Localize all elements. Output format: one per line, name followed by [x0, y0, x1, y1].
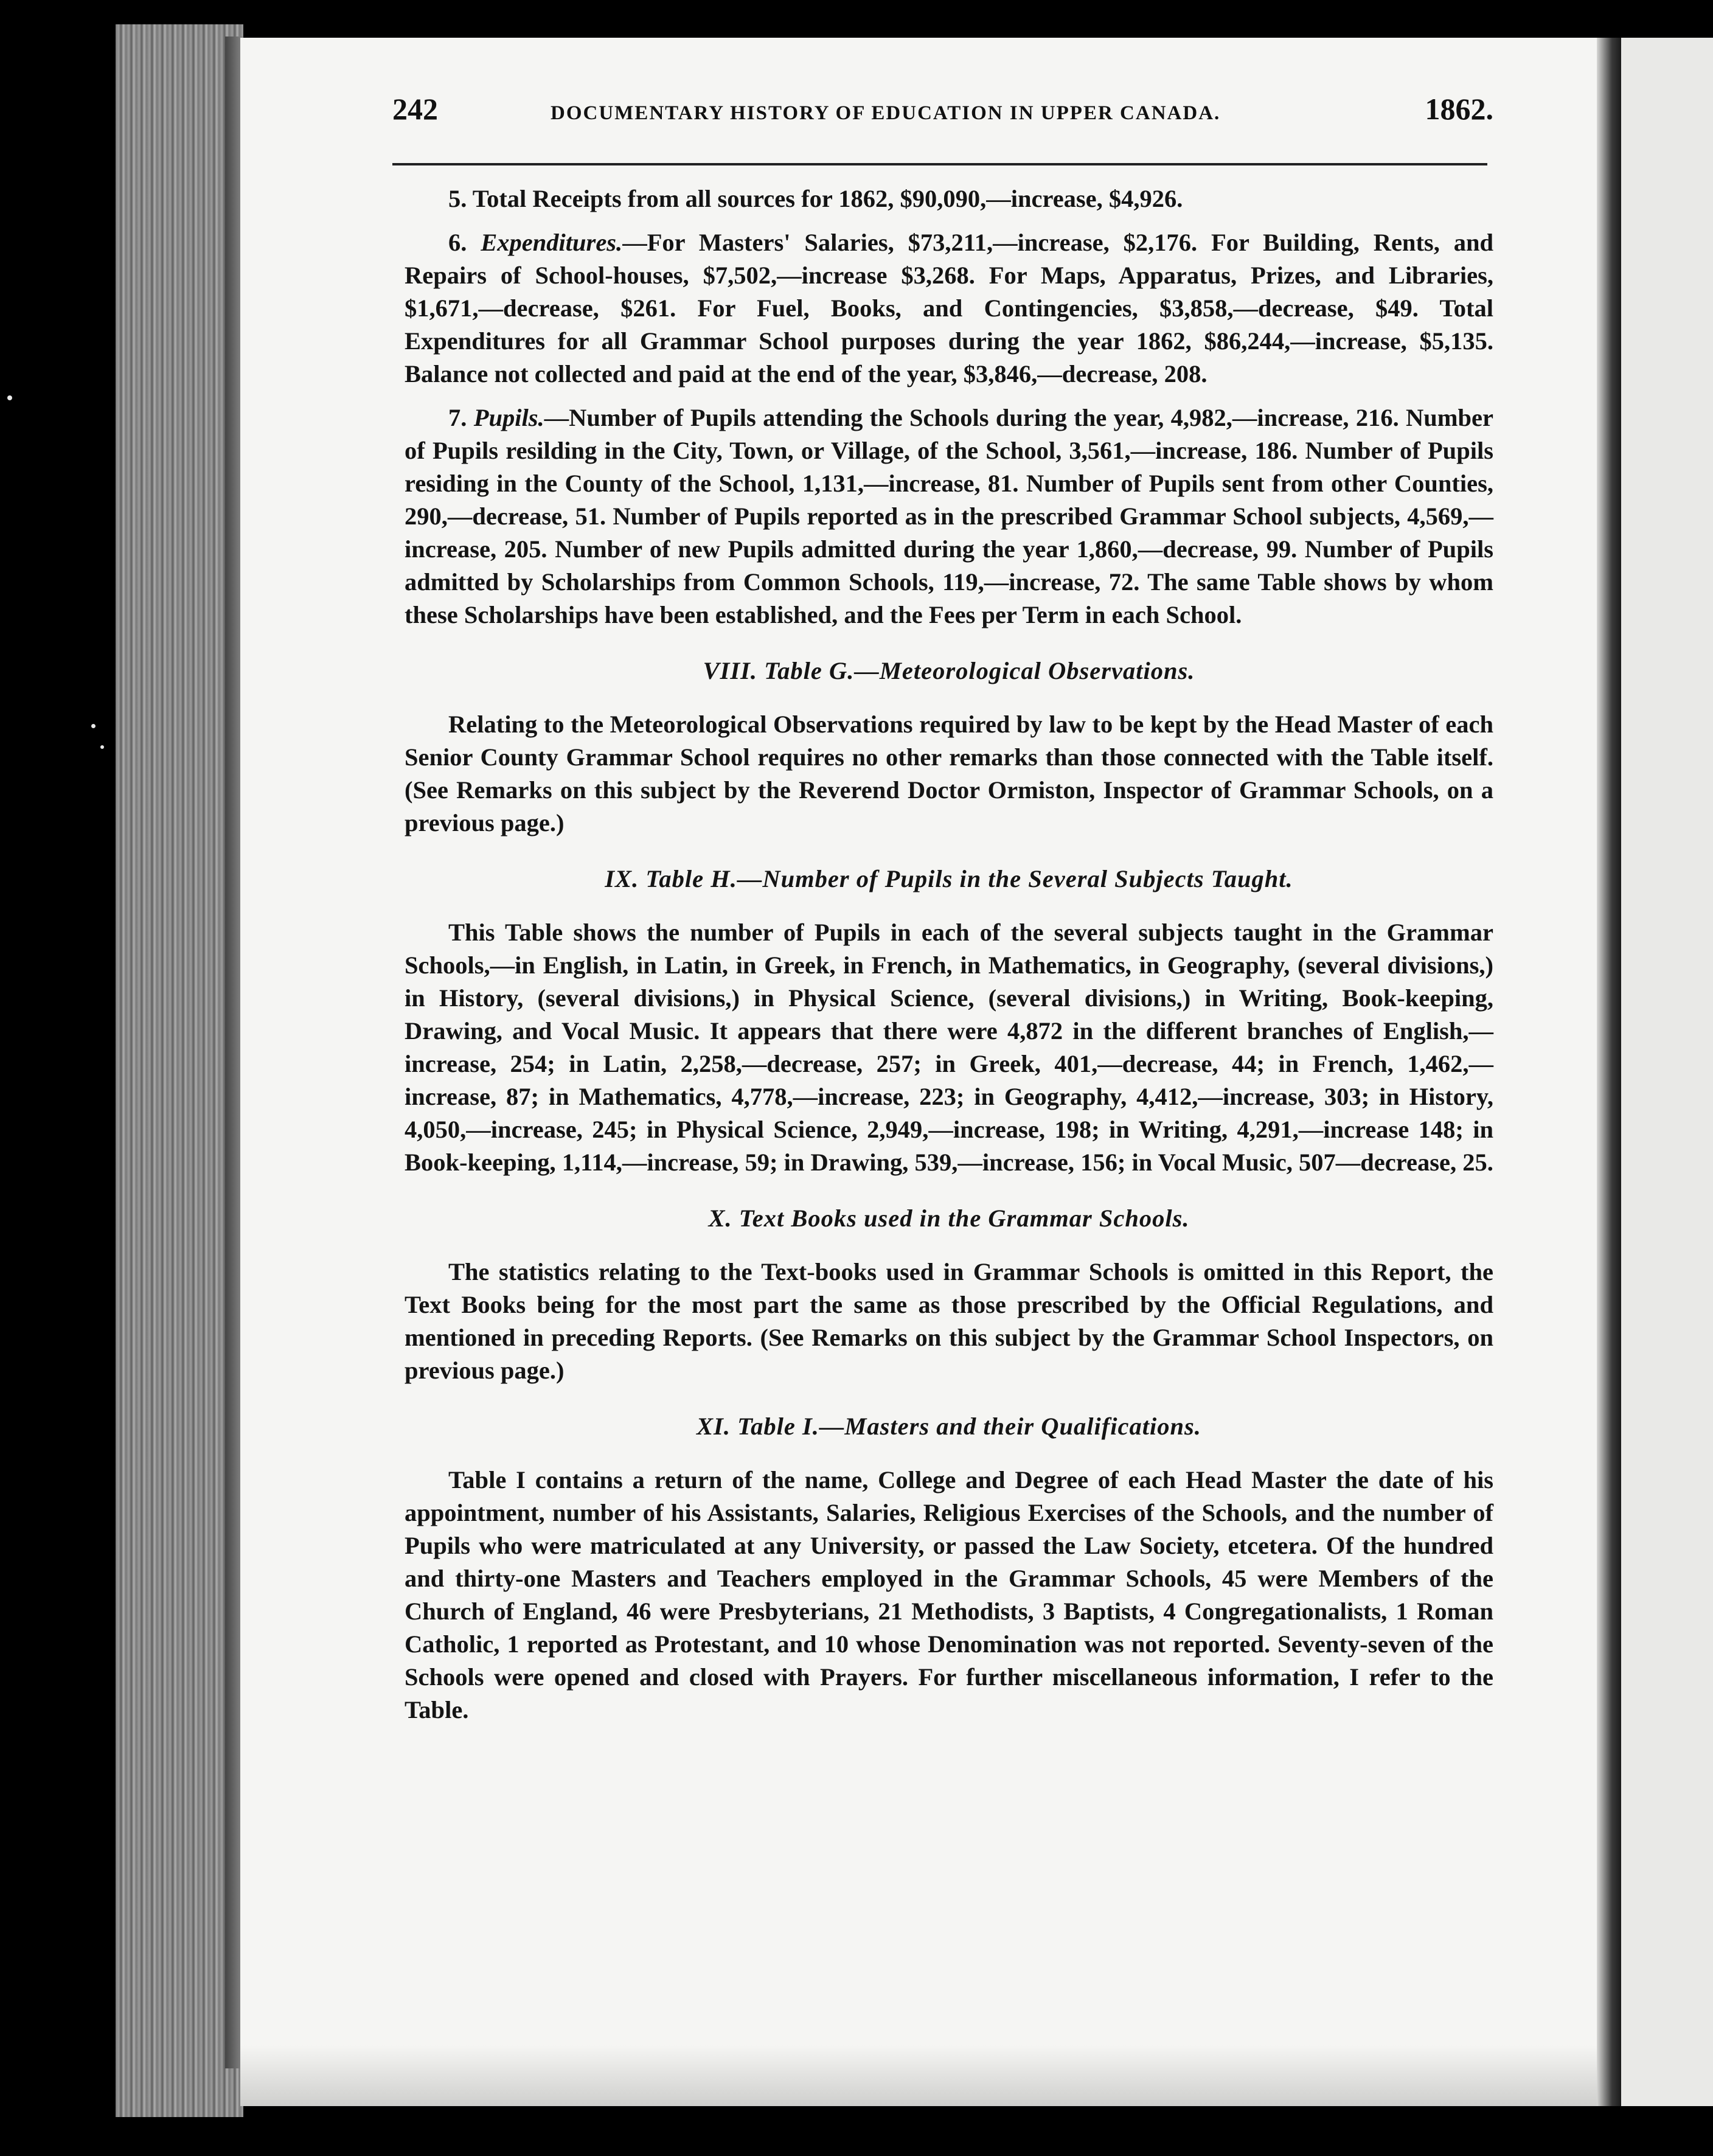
running-year: 1862.	[1425, 92, 1493, 126]
section-body-table-i: Table I contains a return of the name, College and Degree of each Head Master the date of his appointment, number of his Assistants, Salaries, Religious Exercises of the Schools, and the number of Pupils who were matriculated at any University, or passed the Law Society, etcetera. Of the hundred and thirty-one Masters and Teachers employed in the Grammar Schools, 45 were Members of the Church of England, 46 were Presbyterians, 21 Methodists, 3 Baptists, 4 Congregationalists, 1 Roman Catholic, 1 reported as Protestant, and 10 whose Denomination was not reported. Seventy-seven of the Schools were opened and closed with Prayers. For further miscellaneous information, I refer to the Table.	[405, 1466, 1493, 1723]
section-heading-table-g: VIII. Table G.—Meteorological Observations.	[703, 657, 1195, 684]
book-spine	[1597, 38, 1624, 2106]
paragraph-pupils	[405, 402, 1493, 631]
section-body-table-g: Relating to the Meteorological Observations required by law to be kept by the Head Master of each Senior County Grammar School requires no other remarks than those connected with the Table itself. (See Remarks on this subject by the Reverend Doctor Ormiston, Inspector of Grammar Schools, on a previous page.)	[405, 711, 1493, 836]
book-page-edges	[116, 24, 243, 2117]
scan-speck	[100, 745, 104, 749]
scan-speck	[7, 395, 12, 400]
running-head	[392, 91, 1493, 146]
section-heading-text-books: X. Text Books used in the Grammar Schools.	[708, 1205, 1190, 1232]
page-number: 242	[392, 92, 438, 126]
item-text: —For Masters' Salaries, $73,211,—increase, $2,176. For Building, Rents, and Repairs of School-houses, $7,502,—increase $3,268. For Maps, Apparatus, Prizes, and Libraries, $1,671,—decrease, $261. For Fuel, Books, and Contingencies, $3,858,—decrease, $49. Total Expenditures for all Grammar School purposes during the year 1862, $86,244,—increase, $5,135. Balance not collected and paid at the end of the year, $3,846,—decrease, 208.	[405, 229, 1493, 388]
item-label: Expenditures.	[481, 229, 623, 256]
item-number: 6.	[448, 229, 481, 256]
running-title: DOCUMENTARY HISTORY OF EDUCATION IN UPPER CANADA.	[551, 102, 1221, 124]
paragraph-expenditures	[405, 226, 1493, 391]
section-body-text-books: The statistics relating to the Text-books used in Grammar Schools is omitted in this Report, the Text Books being for the most part the same as those prescribed by the Official Regulations, and mentioned in preceding Reports. (See Remarks on this subject by the Grammar School Inspectors, on previous page.)	[405, 1258, 1493, 1384]
paragraph-total-receipts: 5. Total Receipts from all sources for 1862, $90,090,—increase, $4,926.	[448, 185, 1183, 212]
facing-page-edge	[1621, 38, 1713, 2106]
header-rule	[392, 163, 1487, 165]
item-text: —Number of Pupils attending the Schools during the year, 4,982,—increase, 216. Number of Pupils resilding in the City, Town, or Village, of the School, 3,561,—increase, 186. Number of Pupils residing in the County of the School, 1,131,—increase, 81. Number of Pupils sent from other Counties, 290,—decrease, 51. Number of Pupils reported as in the prescribed Grammar School subjects, 4,569,—increase, 205. Number of new Pupils admitted during the year 1,860,—decrease, 99. Number of Pupils admitted by Scholarships from Common Schools, 119,—increase, 72. The same Table shows by whom these Scholarships have been established, and the Fees per Term in each School.	[405, 404, 1494, 628]
section-heading-table-h: IX. Table H.—Number of Pupils in the Several Subjects Taught.	[605, 865, 1293, 892]
page-bottom-shadow	[240, 2045, 1609, 2106]
item-label: Pupils.	[473, 404, 544, 431]
section-body-table-h: This Table shows the number of Pupils in each of the several subjects taught in the Grammar Schools,—in English, in Latin, in Greek, in French, in Mathematics, in Geography, (several divisions,) in History, (several divisions,) in Physical Science, (several divisions,) in Writing, Book-keeping, Drawing, and Vocal Music. It appears that there were 4,872 in the different branches of English,—increase, 254; in Latin, 2,258,—decrease, 257; in Greek, 401,—decrease, 44; in French, 1,462,—increase, 87; in Mathematics, 4,778,—increase, 223; in Geography, 4,412,—increase, 303; in History, 4,050,—increase, 245; in Physical Science, 2,949,—increase, 198; in Writing, 4,291,—increase 148; in Book-keeping, 1,114,—increase, 59; in Drawing, 539,—increase, 156; in Vocal Music, 507—decrease, 25.	[405, 919, 1493, 1176]
body-text	[405, 183, 1493, 1737]
scan-speck	[91, 724, 96, 728]
section-heading-table-i: XI. Table I.—Masters and their Qualifications.	[697, 1413, 1201, 1440]
item-number: 7.	[448, 404, 474, 431]
